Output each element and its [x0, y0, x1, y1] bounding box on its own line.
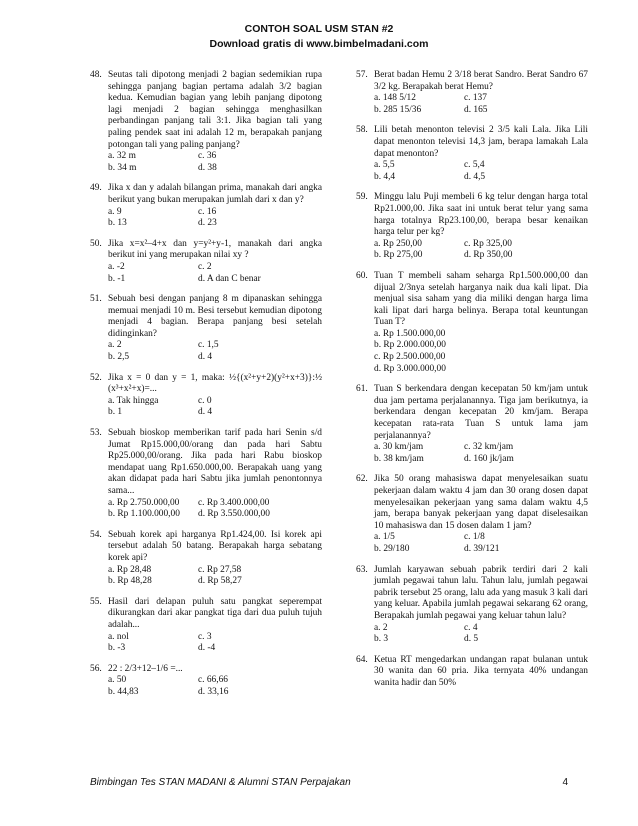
question-number: 57. — [356, 70, 368, 80]
answer-option: d. 39/121 — [464, 543, 500, 554]
answer-option: b. 13 — [108, 218, 127, 229]
answer-option: b. 2,5 — [108, 352, 130, 363]
question-item — [90, 530, 322, 588]
question-item — [356, 192, 588, 262]
question-text: Seutas tali dipotong menjadi 2 bagian sedemikian rupa sehingga panjang bagian pertama adalah 3/2 bagian kedua. Kemudian bagian yang lebih panjang dipotong lagi menjadi 2 bagian sehingga menghasilkan perbandingan panjang tali 3:1. Jika bagian tali yang paling pendek saat ini adalah 12 m, berapakah panjang potongan tali yang paling panjang? — [108, 70, 322, 150]
question-number: 51. — [90, 294, 102, 305]
question-number: 54. — [90, 529, 102, 540]
answer-option: d. 160 jk/jam — [464, 453, 514, 464]
answer-option: d. -4 — [198, 643, 216, 654]
question-text: Tuan T membeli saham seharga Rp1.500.000,00 dan dijual 2/3nya setelah harganya naik dua kali lipat. Dia menjual sisa saham yang dia miliki dengan harga lima kali lipat dari harga belinya. Berapa total keuntungan Tuan T? — [374, 270, 588, 328]
answer-option: b. 4,4 — [374, 171, 396, 182]
answer-option: d. Rp 3.550.000,00 — [198, 509, 270, 520]
answer-options — [374, 442, 588, 465]
answer-option: d. 5 — [464, 634, 479, 645]
question-number: 64. — [356, 654, 368, 665]
question-number: 49. — [90, 183, 102, 194]
answer-option: b. 38 km/jam — [374, 453, 424, 464]
page-number: 4 — [562, 777, 568, 788]
answer-option: c. 66,66 — [198, 675, 228, 686]
question-text: Jumlah karyawan sebuah pabrik terdiri dari 2 kali jumlah pegawai tahun lalu. Tahun lalu, jumlah pegawai pabrik tersebut 25 orang, lalu ada yang masuk 3 kali dari yang keluar. Apabila jumlah pegawai sekarang 62 orang, Berapakah jumlah pegawai yang keluar tahun lalu? — [374, 564, 588, 621]
answer-option: a. 32 m — [108, 151, 136, 162]
question-item — [90, 373, 322, 419]
question-text: Ketua RT mengedarkan undangan rapat bulanan untuk 30 wanita dan 60 pria. Jika ternyata 40% undangan wanita hadir dan 50% — [374, 654, 588, 688]
answer-option: d. Rp 350,00 — [464, 250, 513, 261]
answer-option: b. 34 m — [108, 162, 137, 173]
answer-options — [108, 262, 322, 285]
question-number: 59. — [356, 192, 368, 203]
answer-options — [108, 151, 322, 174]
answer-option: d. 4 — [198, 352, 213, 363]
answer-option: b. 44,83 — [108, 686, 139, 697]
question-item — [356, 70, 588, 116]
question-text: Minggu lalu Puji membeli 6 kg telur dengan harga total Rp21.000,00. Jika saat ini untuk berat telur yang sama harga totalnya Rp23.100,00, berapa besar kenaikan harga telur per kg? — [374, 192, 588, 238]
answer-option: a. Rp 250,00 — [374, 238, 422, 249]
answer-option: a. -2 — [108, 261, 125, 272]
question-number: 52. — [90, 372, 102, 383]
answer-option: a. Rp 2.750.000,00 — [108, 497, 180, 508]
answer-option: c. 1/8 — [464, 532, 485, 543]
answer-option: b. -3 — [108, 643, 126, 654]
answer-option: d. Rp 58,27 — [198, 576, 242, 587]
question-text: Sebuah korek api harganya Rp1.424,00. Isi korek api tersebut adalah 50 batang. Berapakah harga sebatang korek api? — [108, 529, 322, 563]
answer-option: b. Rp 2.000.000,00 — [374, 340, 446, 351]
answer-option: c. 36 — [198, 151, 217, 162]
question-item — [356, 125, 588, 183]
answer-options — [374, 623, 588, 646]
answer-option: a. 30 km/jam — [374, 442, 424, 453]
question-number: 48. — [90, 70, 102, 80]
answer-option: b. Rp 275,00 — [374, 250, 423, 261]
answer-options — [108, 396, 322, 419]
answer-options — [374, 329, 588, 375]
footer-text: Bimbingan Tes STAN MADANI & Alumni STAN Perpajakan — [90, 777, 351, 788]
question-text: Hasil dari delapan puluh satu pangkat seperempat dikurangkan dari akar pangkat tiga dari dua puluh tujuh adalah... — [108, 596, 322, 630]
answer-option: a. Rp 1.500.000,00 — [374, 328, 446, 339]
answer-option: d. Rp 3.000.000,00 — [374, 363, 446, 374]
answer-option: b. 3 — [374, 634, 389, 645]
question-number: 62. — [356, 474, 368, 485]
question-text: Berat badan Hemu 2 3/18 berat Sandro. Berat Sandro 67 3/2 kg. Berapakah berat Hemu? — [374, 70, 588, 92]
answer-option: a. 50 — [108, 675, 127, 686]
answer-option: c. 3 — [198, 631, 212, 642]
answer-option: c. Rp 325,00 — [464, 238, 512, 249]
answer-option: d. 38 — [198, 162, 217, 173]
answer-option: a. 5,5 — [374, 160, 395, 171]
answer-option: c. 2 — [198, 261, 212, 272]
answer-option: c. Rp 3.400.000,00 — [198, 497, 270, 508]
answer-option: a. 2 — [374, 622, 388, 633]
question-number: 60. — [356, 270, 368, 281]
answer-options — [108, 498, 322, 521]
answer-options — [374, 239, 588, 262]
answer-option: a. 1/5 — [374, 532, 395, 543]
answer-option: b. 1 — [108, 407, 123, 418]
answer-option: b. -1 — [108, 273, 126, 284]
question-text: Lili betah menonton televisi 2 3/5 kali Lala. Jika Lili dapat menonton televisi 14,3 jam, berapa lamakah Lala dapat menonton? — [374, 125, 588, 159]
answer-option: c. Rp 2.500.000,00 — [374, 352, 446, 363]
question-text: Jika x dan y adalah bilangan prima, manakah dari angka berikut yang bukan merupakan jumlah dari x dan y? — [108, 183, 322, 205]
answer-option: d. A dan C benar — [198, 273, 261, 284]
answer-option: d. 33,16 — [198, 686, 229, 697]
answer-options — [108, 207, 322, 230]
answer-option: a. nol — [108, 631, 129, 642]
answer-option: b. 29/180 — [374, 543, 410, 554]
question-item — [356, 384, 588, 465]
question-text: Tuan S berkendara dengan kecepatan 50 km/jam untuk dua jam pertama perjalanannya. Tiga jam berikutnya, ia berkendara dengan kecepatan 20 km/jam. Berapa kecepatan rata-rata Tuan S untuk lama jam perjalanannya? — [374, 384, 588, 441]
answer-options — [374, 160, 588, 183]
question-item — [356, 655, 588, 690]
question-text: Sebuah besi dengan panjang 8 m dipanaskan sehingga memuai menjadi 10 m. Besi tersebut kemudian dipotong menjadi 4 bagian. Berapa panjang besi setelah didinginkan? — [108, 294, 322, 339]
question-item — [90, 597, 322, 655]
answer-option: b. 285 15/36 — [374, 104, 422, 115]
answer-option: a. 2 — [108, 340, 122, 351]
answer-option: c. 1,5 — [198, 340, 219, 351]
question-number: 56. — [90, 663, 102, 674]
answer-option: a. 9 — [108, 206, 122, 217]
question-number: 61. — [356, 384, 368, 395]
question-item — [90, 664, 322, 699]
answer-option: b. Rp 1.100.000,00 — [108, 509, 180, 520]
answer-option: c. 16 — [198, 206, 217, 217]
question-item — [90, 294, 322, 364]
question-text: Jika x = 0 dan y = 1, maka: ½{(x²+y+2)(y²+x+3)}:½ (x³+x²+x)=... — [108, 372, 322, 395]
answer-option: a. Tak hingga — [108, 395, 159, 406]
answer-option: c. 5,4 — [464, 160, 485, 171]
question-number: 50. — [90, 238, 102, 249]
answer-option: c. Rp 27,58 — [198, 564, 242, 575]
answer-option: d. 4,5 — [464, 171, 486, 182]
page-footer — [90, 777, 568, 788]
answer-option: a. Rp 28,48 — [108, 564, 152, 575]
answer-options — [374, 532, 588, 555]
question-number: 55. — [90, 596, 102, 607]
answer-option: d. 4 — [198, 407, 213, 418]
question-item — [90, 183, 322, 229]
question-item — [90, 428, 322, 521]
answer-options — [108, 340, 322, 363]
header-subtitle: Download gratis di www.bimbelmadani.com — [209, 38, 429, 50]
answer-option: a. 148 5/12 — [374, 93, 416, 104]
answer-option: d. 165 — [464, 104, 488, 115]
answer-options — [108, 565, 322, 588]
left-column — [90, 70, 322, 708]
question-item — [90, 239, 322, 285]
question-item — [356, 474, 588, 555]
answer-option: c. 137 — [464, 93, 487, 104]
question-text: 22 : 2/3+12–1/6 =... — [108, 663, 183, 674]
answer-options — [108, 632, 322, 655]
answer-options — [374, 93, 588, 116]
answer-option: c. 0 — [198, 395, 212, 406]
question-number: 58. — [356, 125, 368, 136]
answer-option: c. 4 — [464, 622, 478, 633]
answer-option: c. 32 km/jam — [464, 442, 514, 453]
answer-options — [108, 675, 322, 698]
question-text: Jika 50 orang mahasiswa dapat menyelesaikan suatu pekerjaan dalam waktu 4 jam dan 30 orang dosen dapat menyelesaikan pekerjaan yang sama dalam waktu 4,5 jam, berapa banyak pekerjaan yang dapat diselesaikan 10 mahasiswa dan 15 dosen dalam 1 jam? — [374, 474, 588, 531]
page-header — [0, 22, 638, 52]
question-item — [356, 565, 588, 646]
right-column — [356, 70, 588, 699]
question-number: 63. — [356, 564, 368, 575]
question-text: Sebuah bioskop memberikan tarif pada hari Senin s/d Jumat Rp15.000,00/orang dan pada hari Sabtu Rp25.000,00/orang. Jika pada hari Rabu bioskop mendapat uang Rp1.650.000,00. Berapakah uang yang akan didapat pada hari Sabtu jika jumlah penontonnya sama... — [108, 428, 322, 496]
header-title: CONTOH SOAL USM STAN #2 — [244, 23, 394, 35]
answer-option: b. Rp 48,28 — [108, 576, 152, 587]
question-item — [90, 70, 322, 174]
question-text: Jika x=x²–4+x dan y=y²+y-1, manakah dari angka berikut ini yang merupakan nilai xy ? — [108, 238, 322, 261]
answer-option: d. 23 — [198, 218, 217, 229]
question-number: 53. — [90, 428, 102, 439]
question-item — [356, 271, 588, 375]
